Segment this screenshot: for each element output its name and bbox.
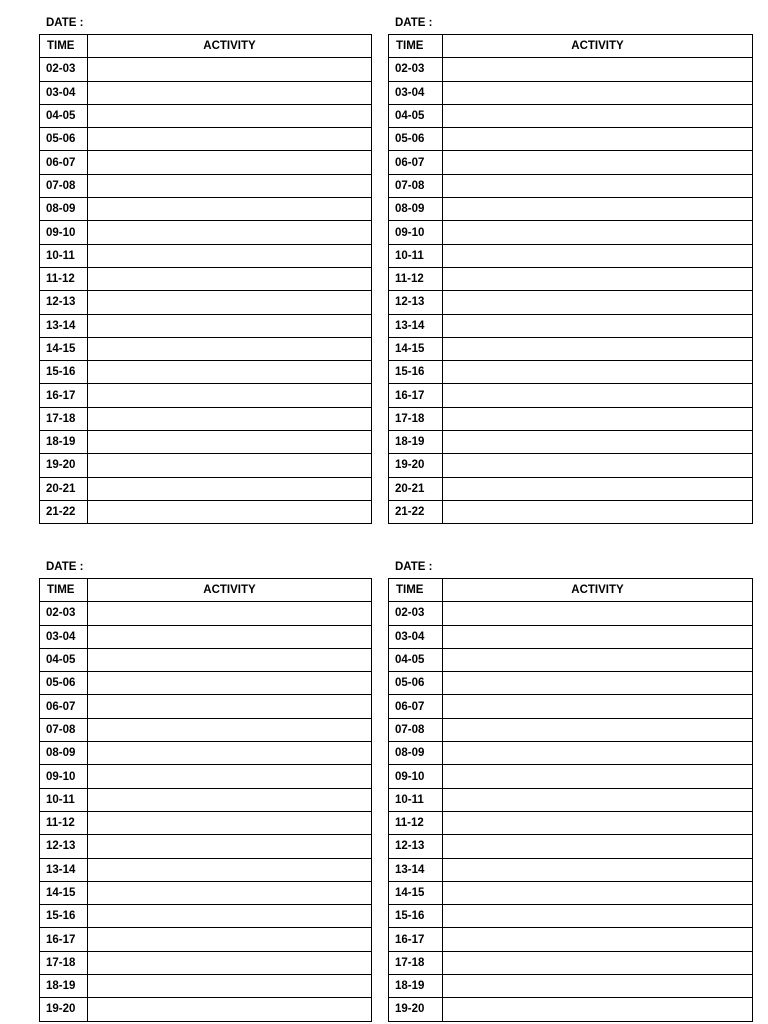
activity-entry-cell[interactable] (443, 602, 753, 625)
schedule-row (40, 975, 372, 998)
time-slot-cell: 20-21 (389, 477, 443, 500)
schedule-panel-bottom-right (388, 561, 752, 1024)
time-slot-cell: 18-19 (40, 431, 88, 454)
time-slot-cell: 03-04 (40, 625, 88, 648)
activity-entry-cell[interactable] (443, 361, 753, 384)
activity-entry-cell[interactable] (443, 128, 753, 151)
schedule-row (40, 742, 372, 765)
schedule-row (389, 151, 753, 174)
schedule-row (389, 244, 753, 267)
schedule-row (40, 337, 372, 360)
time-slot-cell: 03-04 (389, 81, 443, 104)
activity-entry-cell[interactable] (88, 742, 372, 765)
schedule-row (389, 174, 753, 197)
time-slot-cell: 09-10 (389, 765, 443, 788)
schedule-row (389, 104, 753, 127)
activity-entry-cell[interactable] (88, 602, 372, 625)
activity-entry-cell[interactable] (88, 648, 372, 671)
activity-entry-cell[interactable] (443, 104, 753, 127)
activity-entry-cell[interactable] (443, 835, 753, 858)
time-slot-cell: 12-13 (389, 291, 443, 314)
schedule-row (40, 314, 372, 337)
activity-entry-cell[interactable] (88, 928, 372, 951)
time-slot-cell: 13-14 (389, 858, 443, 881)
schedule-row (40, 477, 372, 500)
time-slot-cell: 18-19 (389, 431, 443, 454)
schedule-row (40, 928, 372, 951)
schedule-row (40, 198, 372, 221)
time-slot-cell: 08-09 (40, 742, 88, 765)
time-slot-cell: 05-06 (389, 672, 443, 695)
date-label: DATE : (46, 17, 84, 29)
schedule-row (389, 648, 753, 671)
schedule-row (389, 625, 753, 648)
time-slot-cell: 07-08 (389, 718, 443, 741)
time-slot-cell: 04-05 (40, 648, 88, 671)
activity-entry-cell[interactable] (443, 267, 753, 290)
schedule-row (389, 128, 753, 151)
schedule-row (389, 975, 753, 998)
time-slot-cell: 11-12 (40, 267, 88, 290)
schedule-row (389, 811, 753, 834)
schedule-row (40, 998, 372, 1021)
activity-entry-cell[interactable] (88, 500, 372, 523)
activity-entry-cell[interactable] (88, 695, 372, 718)
activity-column-header: ACTIVITY (443, 35, 753, 58)
date-label: DATE : (395, 17, 433, 29)
activity-entry-cell[interactable] (443, 477, 753, 500)
activity-entry-cell[interactable] (88, 998, 372, 1021)
time-column-header: TIME (40, 579, 88, 602)
activity-entry-cell[interactable] (443, 718, 753, 741)
schedule-row (40, 291, 372, 314)
activity-entry-cell[interactable] (443, 198, 753, 221)
activity-entry-cell[interactable] (443, 431, 753, 454)
activity-column-header: ACTIVITY (88, 35, 372, 58)
activity-entry-cell[interactable] (443, 648, 753, 671)
time-slot-cell: 14-15 (40, 337, 88, 360)
time-slot-cell: 19-20 (389, 998, 443, 1021)
activity-entry-cell[interactable] (88, 905, 372, 928)
time-slot-cell: 04-05 (40, 104, 88, 127)
time-slot-cell: 14-15 (40, 881, 88, 904)
activity-entry-cell[interactable] (88, 811, 372, 834)
schedule-row (40, 267, 372, 290)
activity-entry-cell[interactable] (88, 431, 372, 454)
schedule-row (40, 128, 372, 151)
time-slot-cell: 16-17 (389, 384, 443, 407)
activity-entry-cell[interactable] (443, 407, 753, 430)
schedule-row (40, 881, 372, 904)
time-slot-cell: 11-12 (40, 811, 88, 834)
activity-entry-cell[interactable] (88, 128, 372, 151)
time-slot-cell: 10-11 (389, 244, 443, 267)
schedule-panel-top-right (388, 17, 752, 527)
schedule-rows (389, 602, 753, 1021)
schedule-row (389, 58, 753, 81)
schedule-row (40, 672, 372, 695)
schedule-row (40, 407, 372, 430)
table-header-row (389, 35, 753, 58)
activity-entry-cell[interactable] (443, 81, 753, 104)
schedule-row (389, 221, 753, 244)
time-slot-cell: 20-21 (40, 477, 88, 500)
schedule-row (389, 765, 753, 788)
time-column-header: TIME (389, 579, 443, 602)
activity-entry-cell[interactable] (443, 742, 753, 765)
activity-entry-cell[interactable] (443, 975, 753, 998)
time-slot-cell: 12-13 (389, 835, 443, 858)
activity-entry-cell[interactable] (88, 104, 372, 127)
time-slot-cell: 09-10 (40, 221, 88, 244)
time-slot-cell: 02-03 (389, 58, 443, 81)
schedule-row (389, 454, 753, 477)
time-slot-cell: 03-04 (40, 81, 88, 104)
schedule-row (40, 244, 372, 267)
schedule-row (40, 361, 372, 384)
activity-entry-cell[interactable] (88, 454, 372, 477)
time-slot-cell: 05-06 (389, 128, 443, 151)
date-label: DATE : (395, 561, 433, 573)
activity-entry-cell[interactable] (443, 858, 753, 881)
schedule-row (40, 648, 372, 671)
activity-entry-cell[interactable] (443, 454, 753, 477)
time-slot-cell: 06-07 (389, 151, 443, 174)
activity-entry-cell[interactable] (88, 951, 372, 974)
schedule-row (40, 811, 372, 834)
activity-entry-cell[interactable] (443, 291, 753, 314)
schedule-row (389, 951, 753, 974)
schedule-row (40, 858, 372, 881)
time-slot-cell: 02-03 (389, 602, 443, 625)
schedule-row (389, 407, 753, 430)
time-slot-cell: 19-20 (389, 454, 443, 477)
schedule-row (40, 788, 372, 811)
time-slot-cell: 14-15 (389, 881, 443, 904)
schedule-row (40, 174, 372, 197)
time-slot-cell: 13-14 (40, 858, 88, 881)
activity-entry-cell[interactable] (443, 314, 753, 337)
schedule-row (389, 291, 753, 314)
activity-entry-cell[interactable] (88, 81, 372, 104)
activity-entry-cell[interactable] (88, 58, 372, 81)
activity-entry-cell[interactable] (88, 151, 372, 174)
time-slot-cell: 16-17 (40, 928, 88, 951)
schedule-row (40, 951, 372, 974)
activity-entry-cell[interactable] (443, 244, 753, 267)
time-slot-cell: 11-12 (389, 811, 443, 834)
schedule-row (40, 625, 372, 648)
schedule-row (389, 998, 753, 1021)
time-slot-cell: 17-18 (40, 951, 88, 974)
schedule-row (389, 267, 753, 290)
time-slot-cell: 07-08 (40, 174, 88, 197)
time-slot-cell: 13-14 (40, 314, 88, 337)
activity-entry-cell[interactable] (443, 695, 753, 718)
schedule-row (40, 384, 372, 407)
table-header-row (40, 579, 372, 602)
activity-entry-cell[interactable] (88, 835, 372, 858)
activity-entry-cell[interactable] (88, 881, 372, 904)
time-slot-cell: 06-07 (40, 151, 88, 174)
time-slot-cell: 18-19 (389, 975, 443, 998)
table-header-row (389, 579, 753, 602)
activity-entry-cell[interactable] (443, 788, 753, 811)
activity-entry-cell[interactable] (88, 975, 372, 998)
time-slot-cell: 15-16 (40, 361, 88, 384)
schedule-rows (40, 602, 372, 1021)
time-slot-cell: 08-09 (389, 742, 443, 765)
schedule-rows (40, 58, 372, 524)
activity-entry-cell[interactable] (88, 174, 372, 197)
activity-entry-cell[interactable] (443, 765, 753, 788)
time-slot-cell: 03-04 (389, 625, 443, 648)
time-slot-cell: 06-07 (389, 695, 443, 718)
activity-entry-cell[interactable] (443, 881, 753, 904)
schedule-row (40, 602, 372, 625)
schedule-row (389, 361, 753, 384)
time-column-header: TIME (40, 35, 88, 58)
time-slot-cell: 05-06 (40, 672, 88, 695)
schedule-row (40, 151, 372, 174)
schedule-row (389, 881, 753, 904)
activity-entry-cell[interactable] (88, 314, 372, 337)
schedule-row (389, 81, 753, 104)
time-slot-cell: 11-12 (389, 267, 443, 290)
schedule-row (389, 695, 753, 718)
time-slot-cell: 13-14 (389, 314, 443, 337)
time-slot-cell: 14-15 (389, 337, 443, 360)
schedule-rows (389, 58, 753, 524)
activity-entry-cell[interactable] (88, 267, 372, 290)
activity-entry-cell[interactable] (443, 951, 753, 974)
time-slot-cell: 12-13 (40, 291, 88, 314)
time-slot-cell: 17-18 (40, 407, 88, 430)
schedule-table (388, 578, 753, 1022)
activity-entry-cell[interactable] (88, 765, 372, 788)
time-slot-cell: 18-19 (40, 975, 88, 998)
activity-entry-cell[interactable] (88, 477, 372, 500)
activity-entry-cell[interactable] (443, 58, 753, 81)
time-slot-cell: 21-22 (40, 500, 88, 523)
activity-entry-cell[interactable] (88, 361, 372, 384)
activity-entry-cell[interactable] (88, 337, 372, 360)
activity-entry-cell[interactable] (88, 858, 372, 881)
schedule-row (40, 835, 372, 858)
schedule-row (389, 718, 753, 741)
activity-entry-cell[interactable] (443, 998, 753, 1021)
schedule-row (389, 858, 753, 881)
schedule-row (389, 788, 753, 811)
schedule-row (389, 742, 753, 765)
schedule-table (39, 578, 372, 1022)
activity-entry-cell[interactable] (443, 811, 753, 834)
time-slot-cell: 04-05 (389, 648, 443, 671)
activity-entry-cell[interactable] (88, 672, 372, 695)
activity-column-header: ACTIVITY (88, 579, 372, 602)
activity-entry-cell[interactable] (88, 384, 372, 407)
activity-entry-cell[interactable] (88, 788, 372, 811)
time-slot-cell: 09-10 (389, 221, 443, 244)
activity-entry-cell[interactable] (88, 407, 372, 430)
schedule-row (40, 500, 372, 523)
schedule-row (389, 477, 753, 500)
time-slot-cell: 16-17 (40, 384, 88, 407)
time-slot-cell: 09-10 (40, 765, 88, 788)
activity-entry-cell[interactable] (443, 672, 753, 695)
schedule-row (40, 81, 372, 104)
time-slot-cell: 07-08 (389, 174, 443, 197)
time-slot-cell: 12-13 (40, 835, 88, 858)
time-slot-cell: 15-16 (389, 361, 443, 384)
schedule-row (389, 500, 753, 523)
time-column-header: TIME (389, 35, 443, 58)
schedule-row (389, 384, 753, 407)
time-slot-cell: 10-11 (40, 244, 88, 267)
schedule-panel-top-left (39, 17, 371, 527)
schedule-row (389, 198, 753, 221)
schedule-row (40, 718, 372, 741)
time-slot-cell: 07-08 (40, 718, 88, 741)
time-slot-cell: 10-11 (40, 788, 88, 811)
time-slot-cell: 02-03 (40, 602, 88, 625)
time-slot-cell: 17-18 (389, 407, 443, 430)
schedule-row (389, 928, 753, 951)
activity-entry-cell[interactable] (443, 625, 753, 648)
activity-entry-cell[interactable] (88, 291, 372, 314)
activity-entry-cell[interactable] (443, 384, 753, 407)
activity-entry-cell[interactable] (443, 905, 753, 928)
schedule-row (40, 765, 372, 788)
time-slot-cell: 19-20 (40, 454, 88, 477)
schedule-row (40, 431, 372, 454)
activity-column-header: ACTIVITY (443, 579, 753, 602)
schedule-row (40, 104, 372, 127)
time-slot-cell: 21-22 (389, 500, 443, 523)
time-slot-cell: 17-18 (389, 951, 443, 974)
schedule-table (388, 34, 753, 524)
schedule-row (40, 58, 372, 81)
schedule-row (389, 602, 753, 625)
time-slot-cell: 19-20 (40, 998, 88, 1021)
activity-entry-cell[interactable] (88, 221, 372, 244)
time-slot-cell: 06-07 (40, 695, 88, 718)
time-slot-cell: 16-17 (389, 928, 443, 951)
schedule-row (389, 314, 753, 337)
activity-entry-cell[interactable] (443, 337, 753, 360)
time-slot-cell: 05-06 (40, 128, 88, 151)
time-slot-cell: 08-09 (389, 198, 443, 221)
time-slot-cell: 02-03 (40, 58, 88, 81)
schedule-row (389, 835, 753, 858)
schedule-row (40, 454, 372, 477)
activity-entry-cell[interactable] (443, 221, 753, 244)
date-label: DATE : (46, 561, 84, 573)
schedule-row (389, 905, 753, 928)
activity-entry-cell[interactable] (88, 625, 372, 648)
activity-entry-cell[interactable] (443, 928, 753, 951)
schedule-row (40, 905, 372, 928)
table-header-row (40, 35, 372, 58)
schedule-row (40, 695, 372, 718)
schedule-row (40, 221, 372, 244)
time-slot-cell: 15-16 (389, 905, 443, 928)
activity-entry-cell[interactable] (88, 718, 372, 741)
schedule-row (389, 337, 753, 360)
time-slot-cell: 04-05 (389, 104, 443, 127)
schedule-row (389, 431, 753, 454)
schedule-panel-bottom-left (39, 561, 371, 1024)
time-slot-cell: 10-11 (389, 788, 443, 811)
activity-entry-cell[interactable] (88, 244, 372, 267)
schedule-row (389, 672, 753, 695)
time-slot-cell: 15-16 (40, 905, 88, 928)
activity-entry-cell[interactable] (88, 198, 372, 221)
activity-entry-cell[interactable] (443, 500, 753, 523)
activity-entry-cell[interactable] (443, 174, 753, 197)
schedule-table (39, 34, 372, 524)
time-slot-cell: 08-09 (40, 198, 88, 221)
activity-entry-cell[interactable] (443, 151, 753, 174)
